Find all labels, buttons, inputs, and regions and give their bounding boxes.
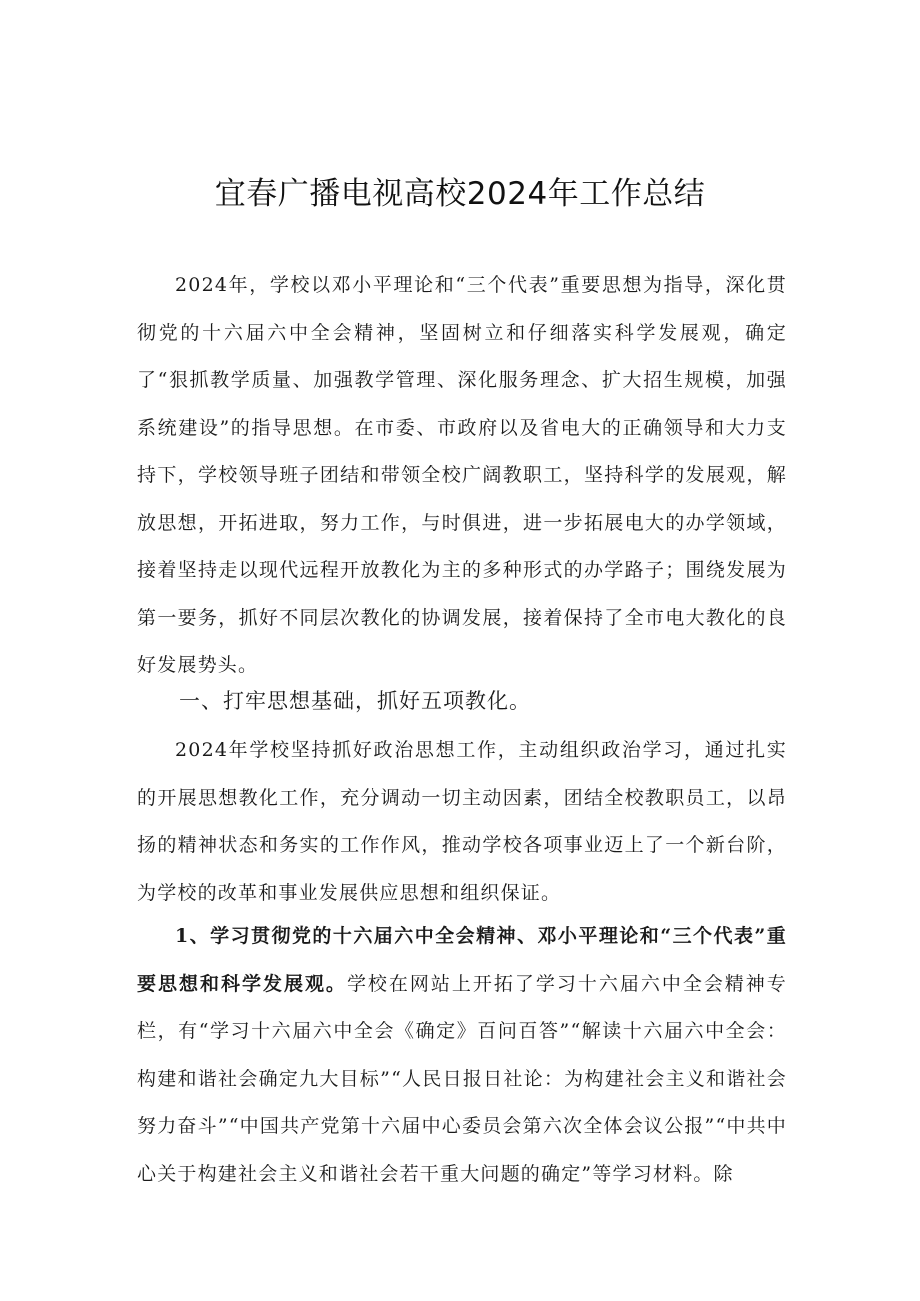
subsection-1-lead: 1、学习贯彻党的十六届六中全会精神、邓小平理论和“三个代表”重要思想和科学发展观。 bbox=[137, 925, 787, 995]
subsection-1-paragraph bbox=[137, 913, 787, 1198]
intro-paragraph: 2024年，学校以邓小平理论和“三个代表”重要思想为指导，深化贯彻党的十六届六中全会精神，坚固树立和仔细落实科学发展观，确定了“狠抓教学质量、加强教学管理、深化服务理念、扩大招生规模，加强系统建设”的指导思想。在市委、市政府以及省电大的正确领导和大力支持下，学校领导班子团结和带领全校广阔教职工，坚持科学的发展观，解放思想，开拓进取，努力工作，与时俱进，进一步拓展电大的办学领域，接着坚持走以现代远程开放教化为主的多种形式的办学路子；围绕发展为第一要务，抓好不同层次教化的协调发展，接着保持了全市电大教化的良好发展势头。 bbox=[137, 274, 787, 676]
section-1-paragraph: 2024年学校坚持抓好政治思想工作，主动组织政治学习，通过扎实的开展思想教化工作，充分调动一切主动因素，团结全校教职员工，以昂扬的精神状态和务实的工作作风，推动学校各项事业迈上了一个新台阶，为学校的改革和事业发展供应思想和组织保证。 bbox=[137, 739, 787, 904]
document-title: 宜春广播电视高校2024年工作总结 bbox=[214, 176, 706, 212]
subsection-1-body: 学校在网站上开拓了学习十六届六中全会精神专栏，有“学习十六届六中全会《确定》百问百答”“解读十六届六中全会：构建和谐社会确定九大目标”“人民日报日社论：为构建社会主义和谐社会努力奋斗”“中国共产党第十六届中心委员会第六次全体会议公报”“中共中心关于构建社会主义和谐社会若干重大问题的确定”等学习材料。除 bbox=[137, 972, 787, 1185]
section-heading-1: 一、打牢思想基础，抓好五项教化。 bbox=[179, 689, 531, 713]
